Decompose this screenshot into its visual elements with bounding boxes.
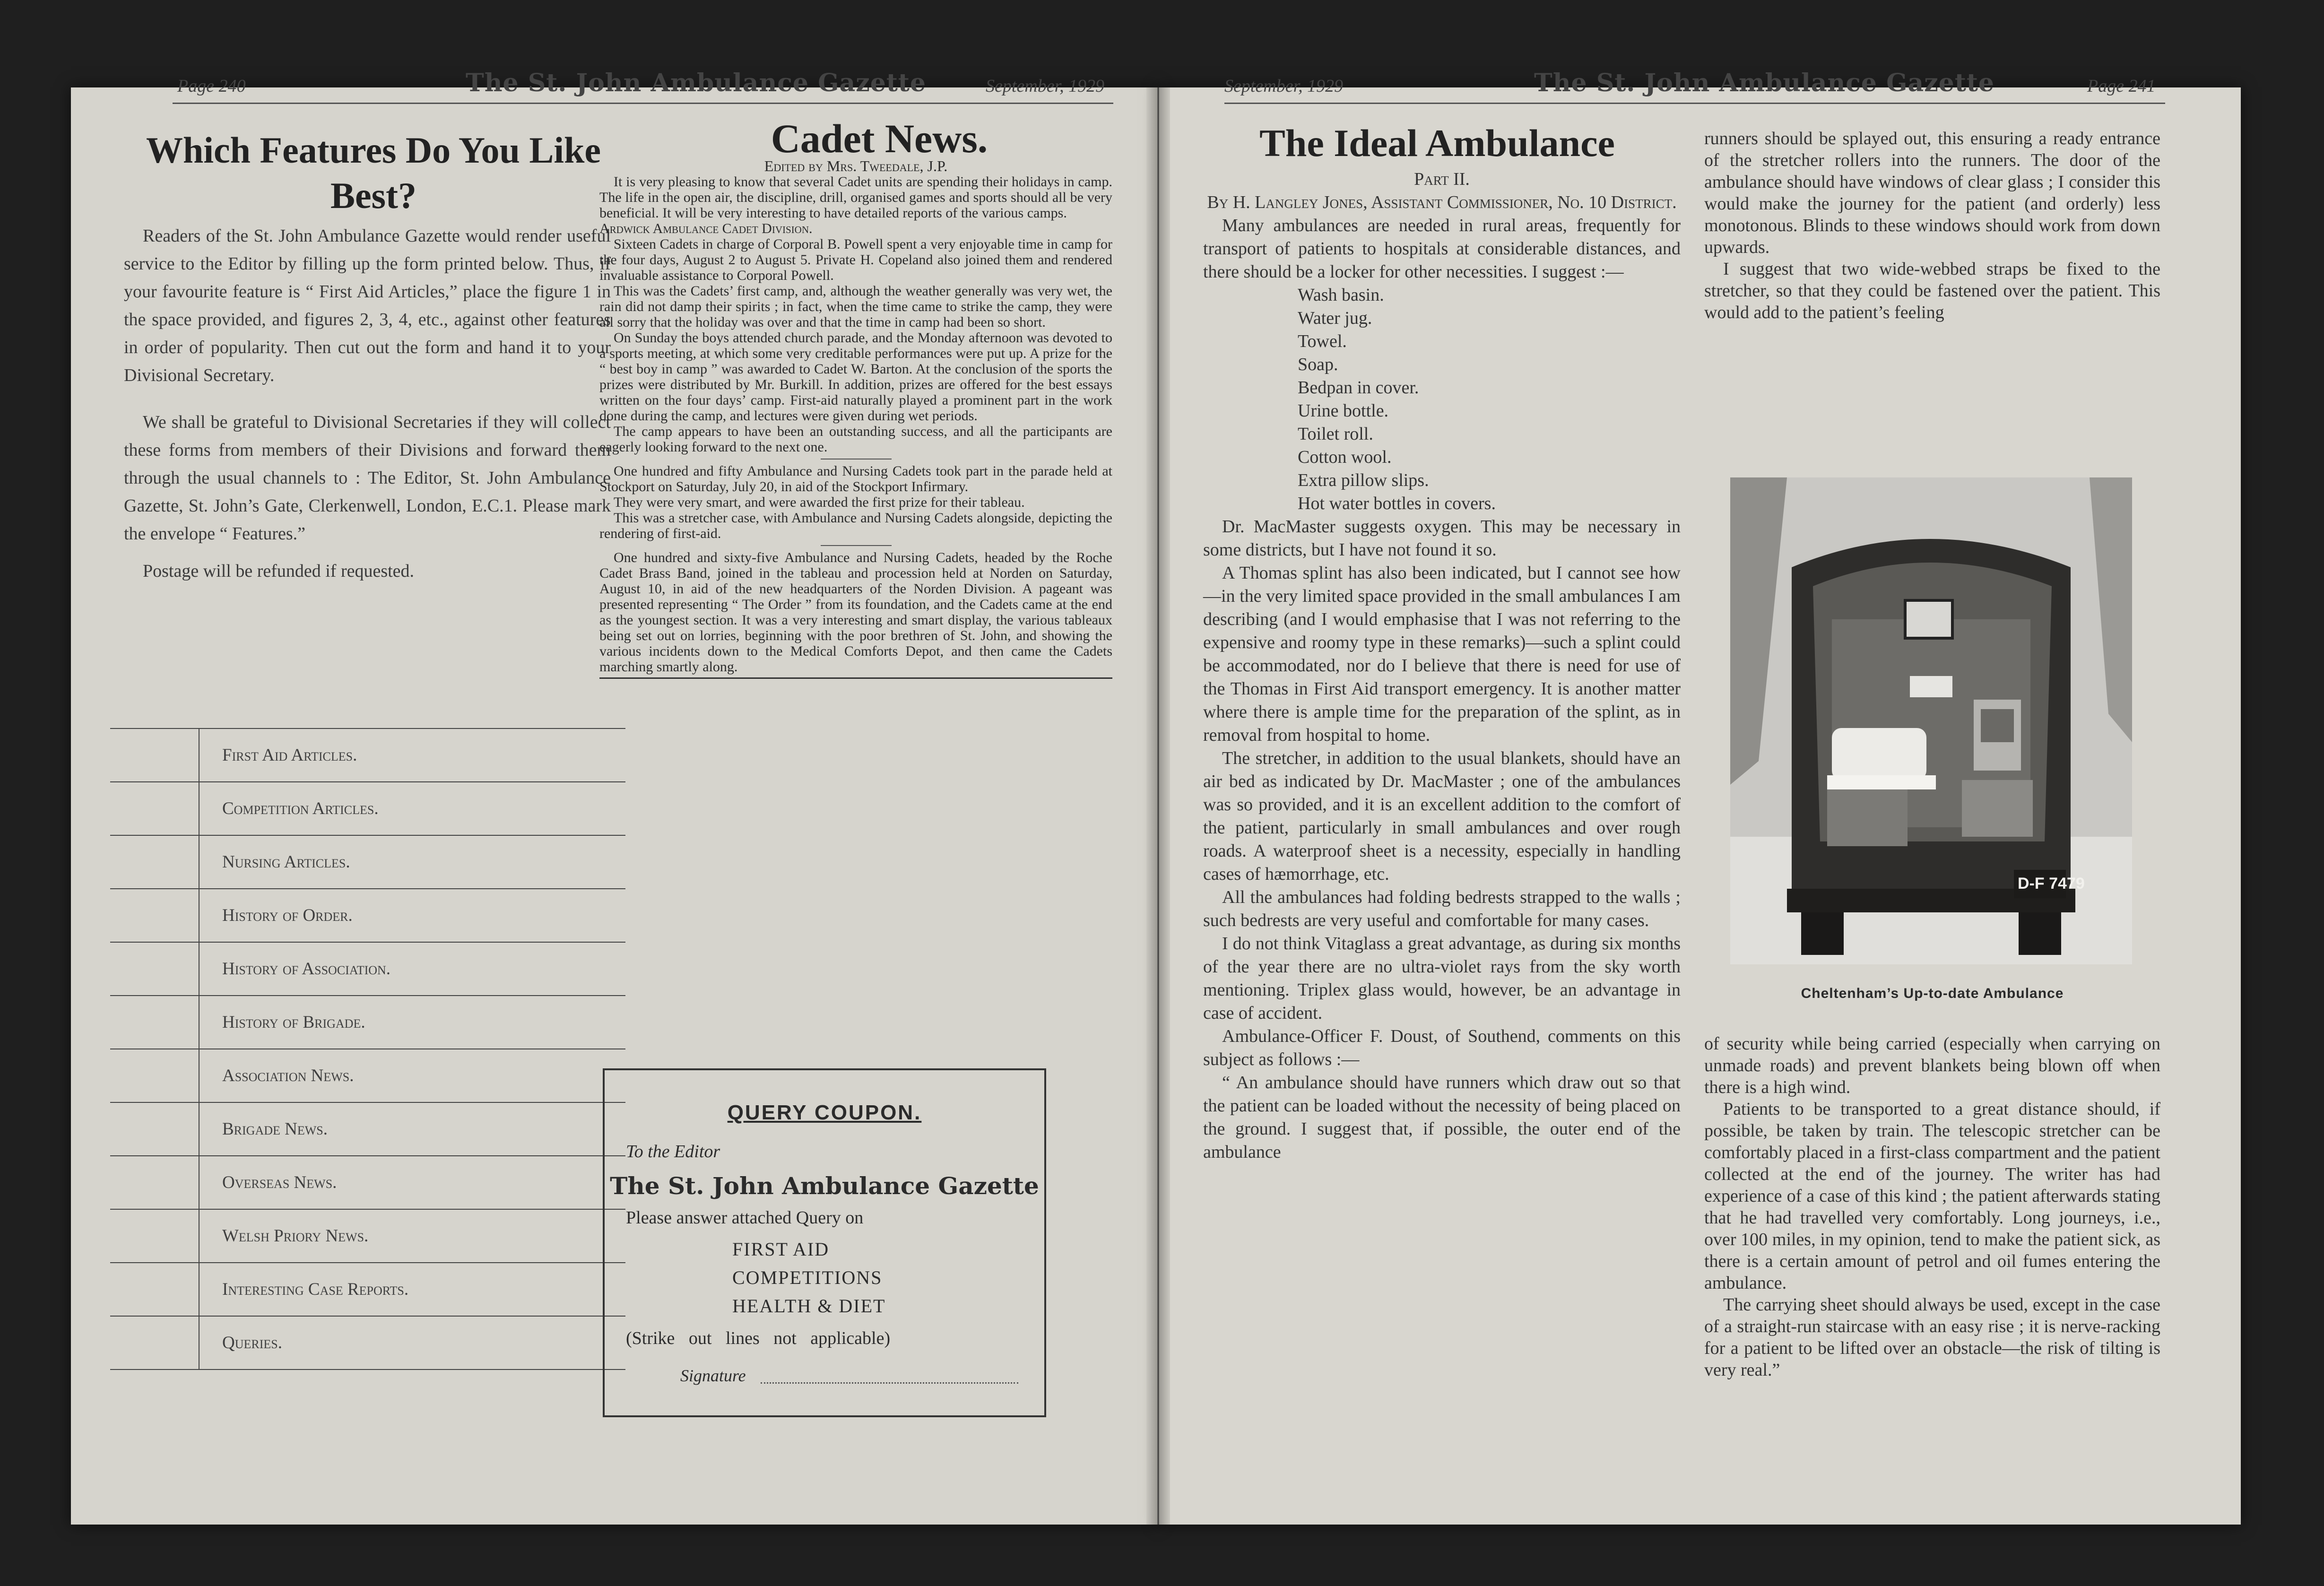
article-paragraph: Dr. MacMaster suggests oxygen. This may be necessary in some districts, but I have not found it so. — [1203, 517, 1681, 560]
features-paragraph: Readers of the St. John Ambulance Gazette would render useful service to the Editor by filling up the form printed below. Thus, if your favourite feature is “ First Aid Articles,” place the figure 1 in the space provided, and figures 2, 3, 4, etc., against other features in order of popularity. Then cut out the form and hand it to your Divisional Secretary. — [124, 226, 611, 385]
rank-box[interactable] — [110, 942, 199, 996]
header-rule-right — [1224, 103, 2165, 104]
list-item: Hot water bottles in covers. — [1298, 494, 1496, 513]
ambulance-photo — [1730, 477, 2132, 964]
list-item: Toilet roll. — [1298, 424, 1373, 444]
rank-box[interactable] — [110, 996, 199, 1049]
cadet-paragraph: It is very pleasing to know that several Cadet units are spending their holidays in camp. The life in the open air, the discipline, drill, organised games and sports should all be very beneficial. It will be very interesting to have detailed reports of the various camps. — [599, 174, 1112, 221]
table-row — [110, 942, 625, 996]
article-paragraph: All the ambulances had folding bedrests strapped to the walls ; such bedrests are very useful and comfortable for many cases. — [1203, 887, 1681, 930]
article-paragraph: The carrying sheet should always be used, except in the case of a straight-run staircase with an easy rise ; it is nerve-racking for a patient to be lifted over an obstacle—the risk of tilting is very real.” — [1704, 1295, 2160, 1380]
coupon-option-first-aid[interactable]: FIRST AID — [732, 1239, 830, 1260]
coupon-option-health-diet[interactable]: HEALTH & DIET — [732, 1295, 886, 1317]
feature-label: Welsh Priory News. — [199, 1209, 625, 1263]
feature-label: Association News. — [199, 1049, 625, 1102]
ambulance-article-title: The Ideal Ambulance — [1259, 121, 1615, 165]
feature-label: Competition Articles. — [199, 782, 625, 835]
list-item: Cotton wool. — [1298, 447, 1392, 467]
table-row — [110, 996, 625, 1049]
gazette-title-left: The St. John Ambulance Gazette — [466, 69, 926, 97]
feature-label: History of Association. — [199, 942, 625, 996]
list-item: Water jug. — [1298, 308, 1372, 328]
license-plate: D-F 7479 — [2018, 875, 2085, 893]
list-item: Towel. — [1298, 331, 1347, 351]
coupon-to-editor: To the Editor — [626, 1142, 720, 1161]
cadet-section-heading: Ardwick Ambulance Cadet Division. — [599, 221, 813, 236]
rank-box[interactable] — [110, 1263, 199, 1316]
cadet-paragraph: This was a stretcher case, with Ambulance and Nursing Cadets alongside, depicting the rendering of first-aid. — [599, 510, 1112, 541]
cadet-paragraph: One hundred and sixty-five Ambulance and Nursing Cadets, headed by the Roche Cadet Brass Band, joined in the tableau and procession held at Norden on Saturday, August 10, in aid of the new headquarters of the Norden Division. A pageant was presented representing “ The Order ” from its foundation, and the Cadets came at the end as the youngest section. It was a very interesting and smart display, the various tableaux being set out on lorries, beginning with the poor brethren of St. John, and showing the various incidents down to the Medical Comforts Depot, and then came the Cadets marching smartly along. — [599, 550, 1112, 675]
features-paragraph: Postage will be refunded if requested. — [143, 561, 415, 581]
coupon-option-competitions[interactable]: COMPETITIONS — [732, 1267, 883, 1288]
article-paragraph: of security while being carried (especially when carrying on unmade roads) and prevent blankets being blown off when there is a high wind. — [1704, 1034, 2160, 1097]
table-row — [110, 1102, 625, 1156]
cadet-news-title: Cadet News. — [771, 116, 988, 161]
cadet-editor: Edited by Mrs. Tweedale, J.P. — [764, 157, 948, 174]
end-rule — [599, 677, 1112, 679]
page-number-left: Page 240 — [177, 76, 246, 96]
feature-label: History of Brigade. — [199, 996, 625, 1049]
list-item: Soap. — [1298, 355, 1338, 374]
table-row — [110, 1209, 625, 1263]
coupon-signature-label: Signature — [680, 1366, 746, 1385]
signature-line[interactable] — [761, 1382, 1018, 1384]
ambulance-article-column-2-top — [1704, 128, 2160, 323]
rank-box[interactable] — [110, 1156, 199, 1209]
feature-label: First Aid Articles. — [199, 728, 625, 782]
table-row — [110, 1263, 625, 1316]
table-row — [110, 835, 625, 889]
coupon-strike-note: (Strike out lines not applicable) — [626, 1328, 891, 1348]
feature-label: Overseas News. — [199, 1156, 625, 1209]
article-paragraph: runners should be splayed out, this ensuring a ready entrance of the stretcher rollers into the runners. The door of the ambulance should have windows of clear glass ; I consider this would make the journey for the patient (and orderly) less monotonous. Blinds to these windows should work from down upwards. — [1704, 129, 2160, 257]
list-item: Bedpan in cover. — [1298, 378, 1419, 398]
table-row — [110, 728, 625, 782]
feature-label: Interesting Case Reports. — [199, 1263, 625, 1316]
cadet-paragraph: One hundred and fifty Ambulance and Nursing Cadets took part in the parade held at Stockport on Saturday, July 20, in aid of the Stockport Infirmary. — [599, 463, 1112, 494]
article-paragraph: Ambulance-Officer F. Doust, of Southend, comments on this subject as follows :— — [1203, 1026, 1681, 1069]
coupon-title: QUERY COUPON. — [727, 1101, 922, 1124]
separator — [821, 545, 892, 546]
feature-label: Queries. — [199, 1316, 625, 1369]
article-paragraph: “ An ambulance should have runners which draw out so that the patient can be loaded without the necessity of being placed on the ground. I suggest that, if possible, the outer end of the ambulance — [1203, 1073, 1681, 1162]
header-rule-left — [173, 103, 1113, 104]
article-paragraph: The stretcher, in addition to the usual blankets, should have an air bed as indicated by Dr. MacMaster ; one of the ambulances was so provided, and it is an excellent addition to the comfort of the patient, particularly in small ambulances and over rough roads. A waterproof sheet is a necessity, especially in handling cases of hæmorrhage, etc. — [1203, 748, 1681, 884]
table-row — [110, 889, 625, 942]
issue-date-left: September, 1929 — [986, 76, 1105, 96]
cadet-news-body — [599, 158, 1112, 679]
feature-label: History of Order. — [199, 889, 625, 942]
ambulance-article-column-2-bottom — [1704, 1033, 2160, 1381]
photo-caption: Cheltenham’s Up-to-date Ambulance — [1801, 986, 2064, 1001]
table-row — [110, 782, 625, 835]
coupon-gazette-name: The St. John Ambulance Gazette — [610, 1172, 1039, 1200]
rank-box[interactable] — [110, 1049, 199, 1102]
table-row — [110, 1049, 625, 1102]
features-body — [124, 222, 611, 585]
ambulance-photo-illustration — [1730, 477, 2132, 964]
list-item: Extra pillow slips. — [1298, 470, 1429, 490]
rank-box[interactable] — [110, 889, 199, 942]
article-part: Part II. — [1414, 169, 1470, 189]
article-paragraph: I suggest that two wide-webbed straps be fixed to the stretcher, so that they could be fastened over the patient. This would add to the patient’s feeling — [1704, 259, 2160, 322]
feature-label: Brigade News. — [199, 1102, 625, 1156]
article-byline: By H. Langley Jones, Assistant Commissioner, No. 10 District. — [1207, 192, 1677, 212]
table-row — [110, 1316, 625, 1369]
rank-box[interactable] — [110, 1102, 199, 1156]
issue-date-right: September, 1929 — [1224, 76, 1344, 96]
page-number-right: Page 241 — [2087, 76, 2156, 96]
rank-box[interactable] — [110, 1209, 199, 1263]
rank-box[interactable] — [110, 1316, 199, 1369]
right-page-header — [0, 66, 2324, 99]
ambulance-article-body — [1203, 168, 1681, 1164]
table-row — [110, 1156, 625, 1209]
feature-label: Nursing Articles. — [199, 835, 625, 889]
rank-box[interactable] — [110, 835, 199, 889]
article-paragraph: I do not think Vitaglass a great advantage, as during six months of the year there are no ultra-violet rays from the sky worth mentioning. Triplex glass would, however, be an advantage in case of accident. — [1203, 934, 1681, 1023]
coupon-instruction: Please answer attached Query on — [626, 1208, 864, 1228]
rank-box[interactable] — [110, 728, 199, 782]
cadet-paragraph: On Sunday the boys attended church parade, and the Monday afternoon was devoted to a sports meeting, at which some very creditable performances were put up. A prize for the “ best boy in camp ” was awarded to Cadet W. Barton. At the conclusion of the sports the prizes were distributed by Mr. Burkill. In addition, prizes are offered for the best essays written on the four days’ camp. First-aid naturally played a prominent part in the work done during the camp, and lectures were given during wet periods. — [599, 330, 1112, 424]
cadet-paragraph: The camp appears to have been an outstanding success, and all the participants are eagerly looking forward to the next one. — [599, 424, 1112, 455]
necessities-list — [1203, 284, 1681, 515]
cadet-paragraph: Sixteen Cadets in charge of Corporal B. Powell spent a very enjoyable time in camp for the four days, August 2 to August 5. Private H. Copeland also joined them and rendered invaluable assistance to Corporal Powell. — [599, 236, 1112, 283]
query-coupon — [603, 1068, 1046, 1417]
article-paragraph: Patients to be transported to a great distance should, if possible, be taken by train. The telescopic stretcher can be comfortably placed in a first-class compartment and the patient collected at the end of the journey. The writer has had experience of a case of this kind ; the patient afterwards stating that he had travelled very comfortably. Long journeys, i.e., over 100 miles, in my opinion, tend to make the patient sick, as there is a certain amount of petrol and oil fumes entering the ambulance. — [1704, 1099, 2160, 1293]
features-paragraph: We shall be grateful to Divisional Secretaries if they will collect these forms from members of their Divisions and forward them through the usual channels to : The Editor, St. John Ambulance Gazette, St. John’s Gate, Clerkenwell, London, E.C.1. Please mark the envelope “ Features.” — [124, 412, 611, 544]
article-paragraph: Many ambulances are needed in rural areas, frequently for transport of patients to hospitals at considerable distances, and there should be a locker for other necessities. I suggest :— — [1203, 216, 1681, 282]
book-gutter — [1146, 87, 1170, 1525]
features-form-table — [110, 728, 625, 1370]
list-item: Urine bottle. — [1298, 401, 1389, 421]
list-item: Wash basin. — [1298, 285, 1384, 305]
article-paragraph: A Thomas splint has also been indicated, but I cannot see how—in the very limited space provided in the small ambulances I am describing (and I would emphasise that I was not referring to the expensive and roomy type in these remarks)—such a splint could be accommodated, nor do I believe that there is need for use of the Thomas in First Aid transport emergency. It is another matter where there is ample time for the preparation of the splint, as in removal from hospital to home. — [1203, 563, 1681, 745]
rank-box[interactable] — [110, 782, 199, 835]
cadet-paragraph: They were very smart, and were awarded the first prize for their tableau. — [614, 494, 1025, 510]
cadet-paragraph: This was the Cadets’ first camp, and, although the weather generally was very wet, the rain did not damp their spirits ; in fact, when the time came to strike the camp, they were all sorry that the holiday was over and that the time in camp had been so short. — [599, 283, 1112, 330]
gazette-title-right: The St. John Ambulance Gazette — [1534, 69, 1994, 97]
features-title: Which Features Do You Like Best? — [146, 130, 601, 216]
